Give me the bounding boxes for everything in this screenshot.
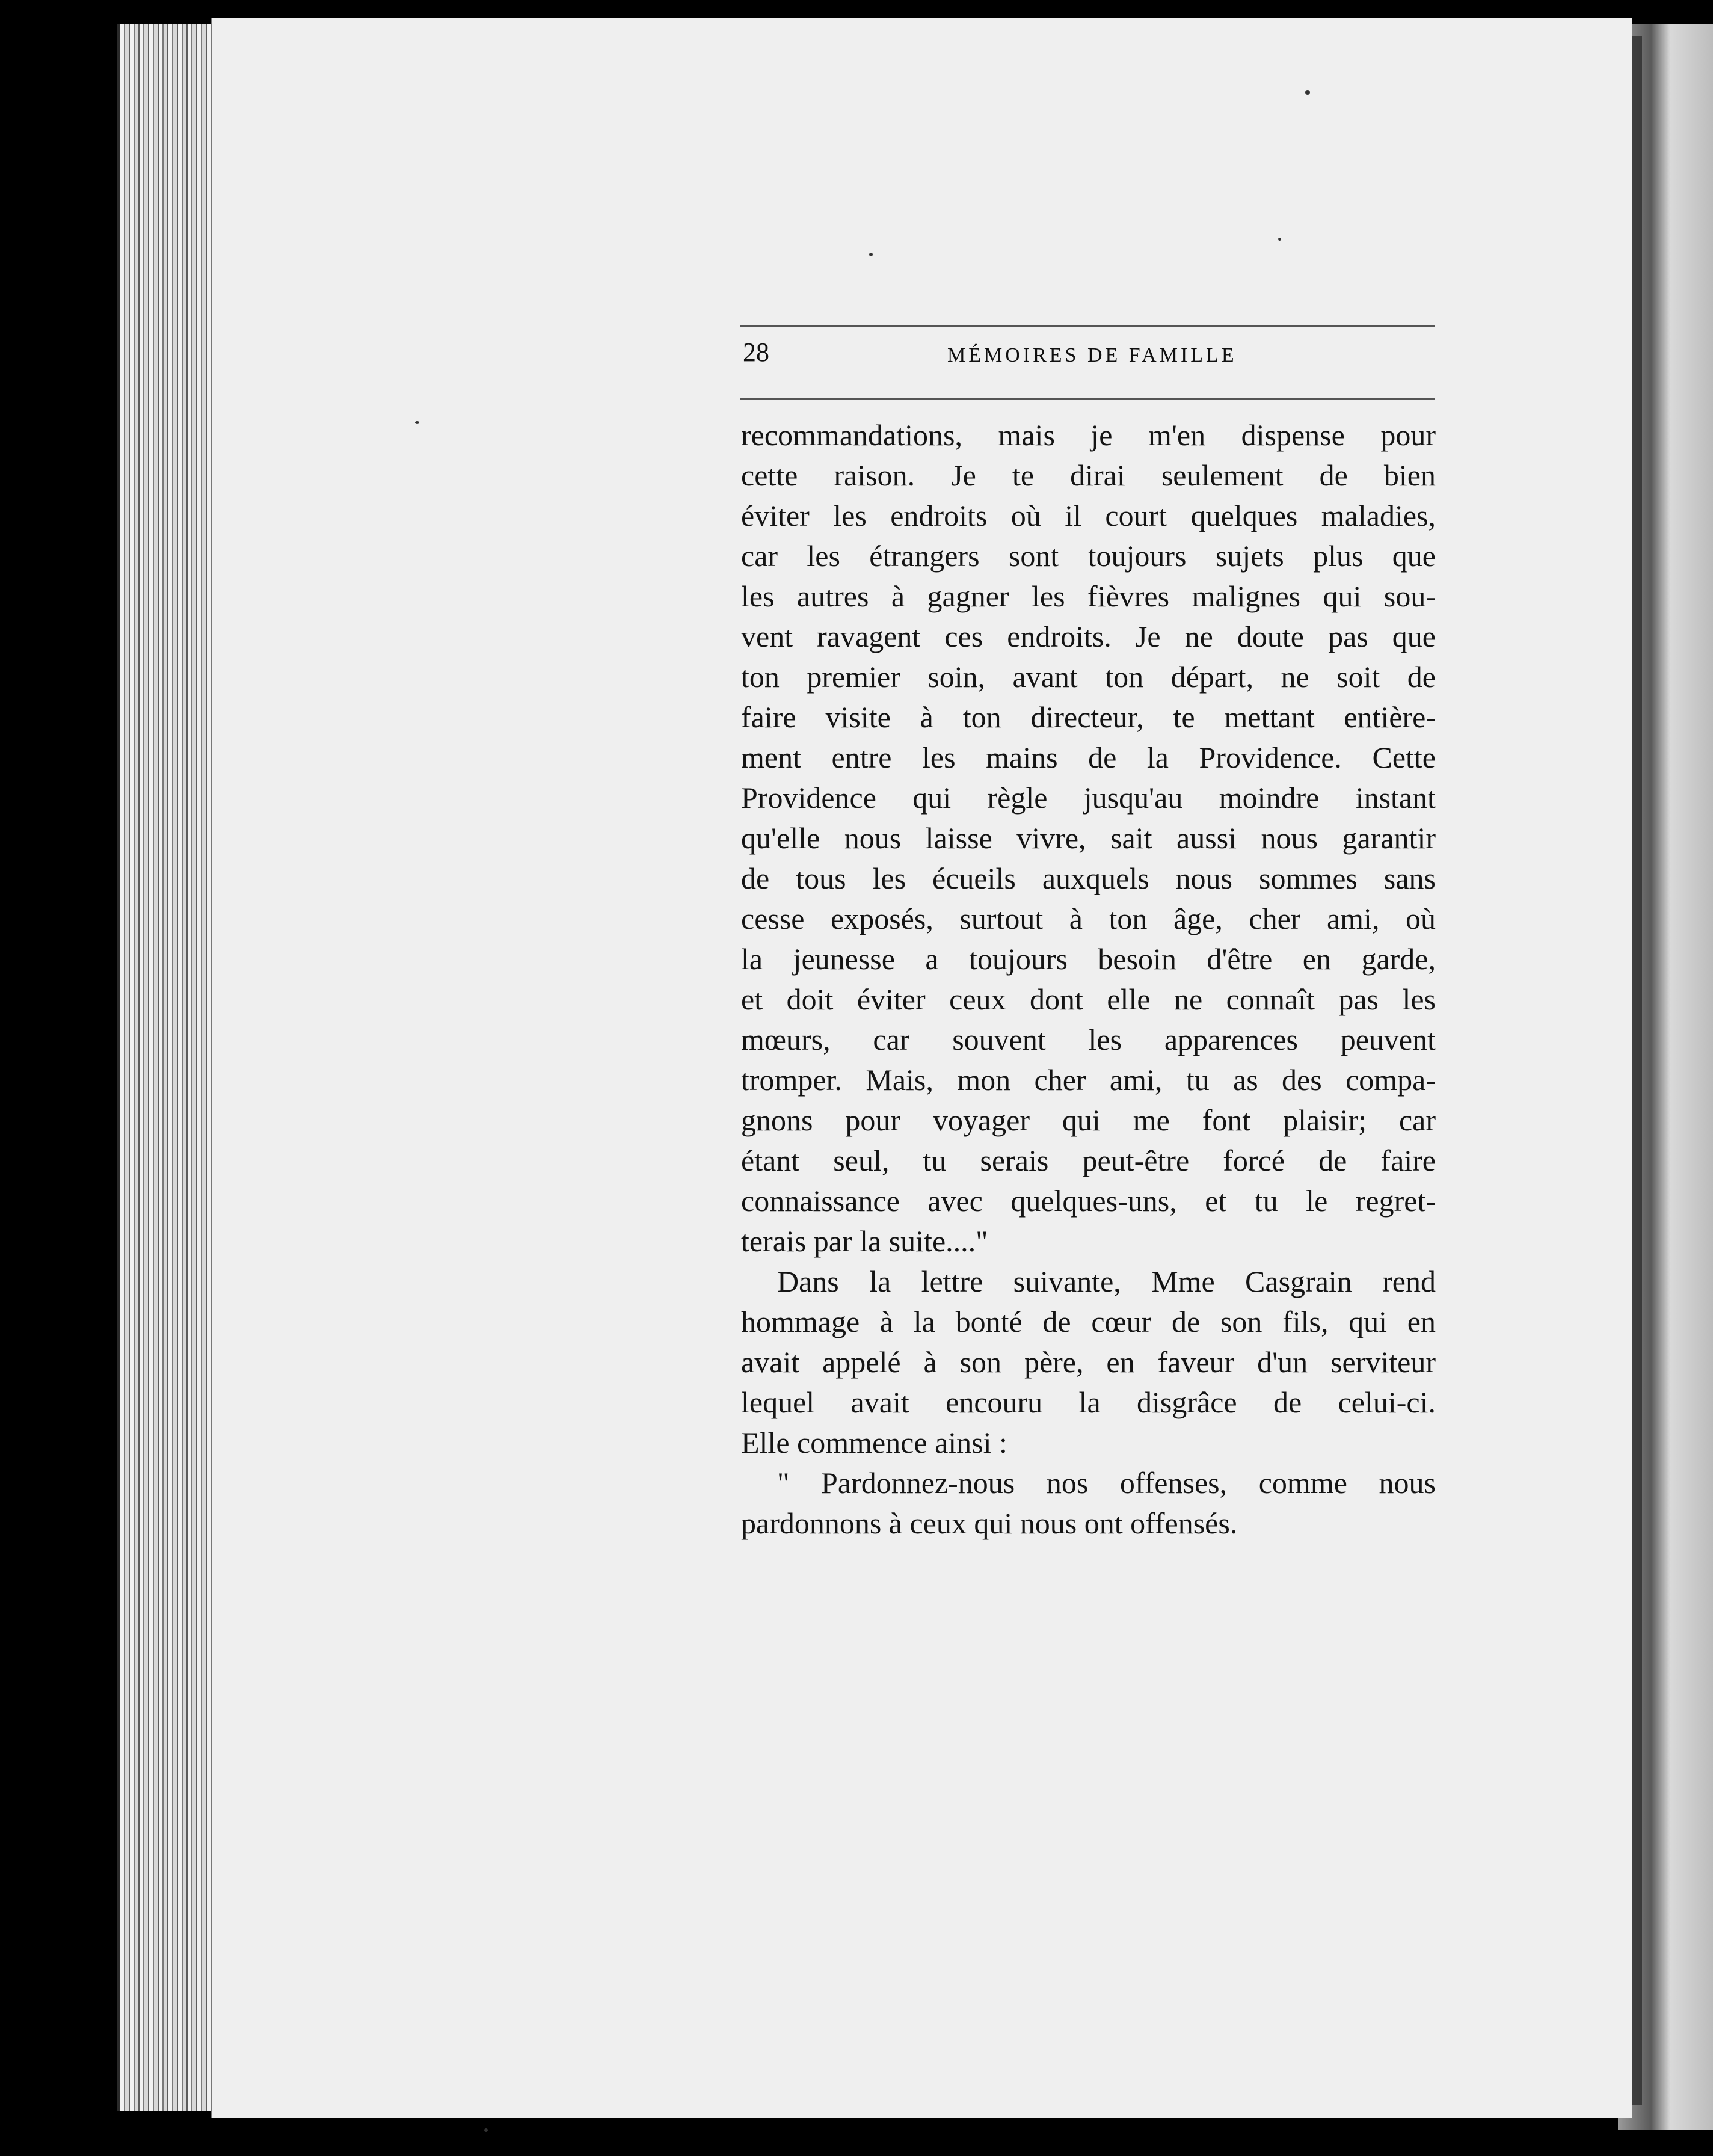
text-line: gnons pour voyager qui me font plaisir; car xyxy=(741,1103,1436,1137)
text-line: cette raison. Je te dirai seulement de bien xyxy=(741,458,1436,492)
running-head xyxy=(743,331,1435,391)
page-number: 28 xyxy=(743,337,769,367)
text-line: Providence qui règle jusqu'au moindre instant xyxy=(741,781,1436,815)
text-line: Elle commence ainsi : xyxy=(741,1426,1007,1459)
text-line: étant seul, tu serais peut-être forcé de faire xyxy=(741,1144,1436,1177)
text-line: connaissance avec quelques-uns, et tu le regret- xyxy=(741,1184,1436,1218)
text-line: hommage à la bonté de cœur de son fils, qui en xyxy=(741,1305,1436,1338)
text-line: de tous les écueils auxquels nous sommes sans xyxy=(741,861,1436,895)
text-line: recommandations, mais je m'en dispense pour xyxy=(741,418,1436,452)
scan-speck xyxy=(1305,90,1310,95)
scan-speck xyxy=(415,421,419,424)
text-line: ment entre les mains de la Providence. Cette xyxy=(741,741,1436,774)
text-line: les autres à gagner les fièvres malignes qui sou- xyxy=(741,579,1436,613)
text-line: cesse exposés, surtout à ton âge, cher ami, où xyxy=(741,902,1436,935)
text-line: car les étrangers sont toujours sujets plus que xyxy=(741,539,1436,573)
scan-speck xyxy=(484,2128,488,2132)
header-rule-bottom xyxy=(740,398,1435,400)
header-rule-top xyxy=(740,325,1435,327)
text-line: " Pardonnez-nous nos offenses, comme nous xyxy=(777,1466,1436,1500)
page-fore-edge xyxy=(120,24,217,2111)
running-title: MÉMOIRES DE FAMILLE xyxy=(947,344,1237,366)
text-line: Dans la lettre suivante, Mme Casgrain rend xyxy=(777,1264,1436,1298)
text-line: terais par la suite...." xyxy=(741,1224,988,1258)
text-line: vent ravagent ces endroits. Je ne doute pas que xyxy=(741,620,1436,653)
scan-speck xyxy=(1278,238,1281,241)
text-line: éviter les endroits où il court quelques maladies, xyxy=(741,499,1436,532)
text-line: lequel avait encouru la disgrâce de celui-ci. xyxy=(741,1385,1436,1419)
text-line: ton premier soin, avant ton départ, ne soit de xyxy=(741,660,1436,694)
text-line: qu'elle nous laisse vivre, sait aussi nous garantir xyxy=(741,821,1436,855)
body-text xyxy=(741,415,1436,1544)
paragraph-letter xyxy=(741,415,1436,1261)
text-line: la jeunesse a toujours besoin d'être en garde, xyxy=(741,942,1436,976)
text-line: avait appelé à son père, en faveur d'un serviteur xyxy=(741,1345,1436,1379)
text-line: tromper. Mais, mon cher ami, tu as des compa- xyxy=(741,1063,1436,1097)
scan-speck xyxy=(869,253,873,256)
text-line: mœurs, car souvent les apparences peuvent xyxy=(741,1023,1436,1056)
text-line: et doit éviter ceux dont elle ne connaît pas les xyxy=(741,982,1436,1016)
text-line: pardonnons à ceux qui nous ont offensés. xyxy=(741,1506,1238,1540)
scan-border-top xyxy=(0,0,1713,18)
text-line: faire visite à ton directeur, te mettant entière- xyxy=(741,700,1436,734)
paragraph-quote xyxy=(741,1463,1436,1544)
paragraph-narration xyxy=(741,1261,1436,1463)
